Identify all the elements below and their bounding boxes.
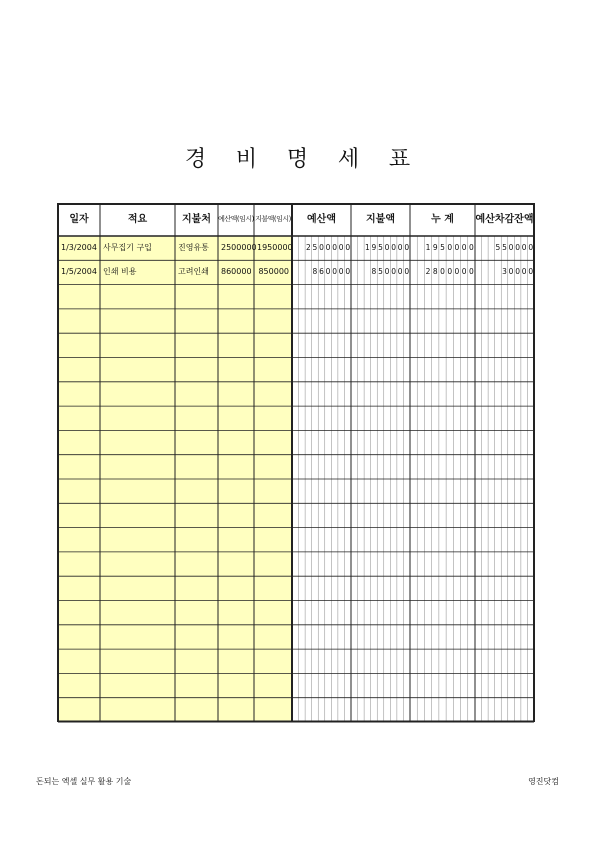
- digit: 0: [325, 267, 331, 277]
- digit: 0: [528, 243, 534, 252]
- digit: 0: [397, 243, 403, 252]
- cell-budget-temp[interactable]: 2500000: [221, 243, 257, 252]
- digit: 0: [468, 267, 474, 277]
- digit: 0: [345, 267, 351, 277]
- cell-payee[interactable]: 고려인쇄: [178, 267, 209, 277]
- title-char: 경: [184, 147, 207, 172]
- digit: 8: [312, 267, 318, 277]
- cell-balance-digits[interactable]: [475, 236, 534, 260]
- digit: 0: [332, 243, 337, 252]
- digit: 0: [384, 243, 390, 252]
- cell-paid-digits[interactable]: [351, 260, 410, 284]
- title-char: 비: [235, 147, 258, 172]
- cell-budget-temp[interactable]: 860000: [221, 267, 252, 277]
- digit: 0: [391, 267, 396, 277]
- digit: 6: [319, 267, 324, 277]
- title-char: 세: [337, 147, 360, 172]
- digit: 0: [454, 267, 460, 277]
- digit: 0: [515, 267, 520, 277]
- footer-publisher: 영진닷컴: [528, 777, 559, 786]
- digit: 0: [521, 243, 527, 252]
- digit: 3: [502, 267, 507, 277]
- header-budget-temp: 예산액(임시): [218, 215, 254, 223]
- cell-paid-temp[interactable]: 1950000: [257, 243, 293, 252]
- cell-paid-temp[interactable]: 850000: [258, 267, 289, 277]
- cell-budget-digits[interactable]: [292, 260, 351, 284]
- digit: 0: [461, 243, 467, 252]
- digit: 0: [319, 243, 324, 252]
- digit: 0: [454, 243, 460, 252]
- digit: 5: [312, 243, 318, 252]
- digit: 0: [515, 243, 520, 252]
- digit: 0: [345, 243, 351, 252]
- digit: 0: [461, 267, 467, 277]
- digit: 0: [338, 267, 344, 277]
- digit: 0: [468, 243, 474, 252]
- cell-balance-digits[interactable]: [475, 260, 534, 284]
- digit: 9: [432, 243, 438, 252]
- digit: 0: [508, 243, 514, 252]
- cell-desc[interactable]: 사무집기 구입: [103, 243, 152, 252]
- header-balance: 예산차감잔액: [475, 214, 534, 225]
- digit: 5: [378, 267, 383, 277]
- title-char: 표: [388, 147, 411, 172]
- digit: 8: [371, 267, 377, 277]
- header-date: 일자: [69, 214, 89, 225]
- digit: 0: [447, 243, 453, 252]
- digit: 0: [404, 267, 410, 277]
- cell-date[interactable]: 1/5/2004: [61, 267, 97, 277]
- header-payee: 지불처: [182, 214, 211, 225]
- digit: 0: [332, 267, 337, 277]
- cell-date[interactable]: 1/3/2004: [61, 243, 97, 252]
- cell-desc[interactable]: 인쇄 비용: [103, 267, 137, 277]
- digit: 0: [397, 267, 403, 277]
- expense-sheet: [58, 203, 534, 728]
- cell-paid-digits[interactable]: [351, 236, 410, 260]
- digit: 0: [338, 243, 344, 252]
- digit: 5: [502, 243, 507, 252]
- document-title: [0, 142, 595, 173]
- digit: 5: [378, 243, 383, 252]
- digit: 0: [391, 243, 396, 252]
- digit: 5: [495, 243, 501, 252]
- digit: 0: [508, 267, 514, 277]
- cell-payee[interactable]: 진영유통: [178, 243, 209, 252]
- cell-cumulative-digits[interactable]: [410, 236, 475, 260]
- digit: 0: [521, 267, 527, 277]
- digit: 1: [425, 243, 431, 252]
- header-paid: 지불액: [366, 214, 395, 225]
- cell-cumulative-digits[interactable]: [410, 260, 475, 284]
- title-char: 명: [286, 147, 309, 172]
- digit: 0: [440, 267, 445, 277]
- digit: 2: [305, 243, 311, 252]
- digit: 1: [364, 243, 370, 252]
- footer-book-title: 돈되는 엑셀 실무 활용 기술: [36, 777, 132, 786]
- digit: 2: [425, 267, 431, 277]
- digit: 0: [528, 267, 534, 277]
- cell-budget-digits[interactable]: [292, 236, 351, 260]
- digit: 0: [404, 243, 410, 252]
- digit: 8: [432, 267, 438, 277]
- digit: 0: [447, 267, 453, 277]
- digit: 5: [440, 243, 445, 252]
- digit: 9: [371, 243, 377, 252]
- header-budget: 예산액: [307, 214, 336, 225]
- digit: 0: [384, 267, 390, 277]
- digit: 0: [325, 243, 331, 252]
- header-cumulative: 누 계: [431, 214, 454, 225]
- header-paid-temp: 지불액(임시): [255, 215, 291, 223]
- header-desc: 적요: [127, 214, 148, 225]
